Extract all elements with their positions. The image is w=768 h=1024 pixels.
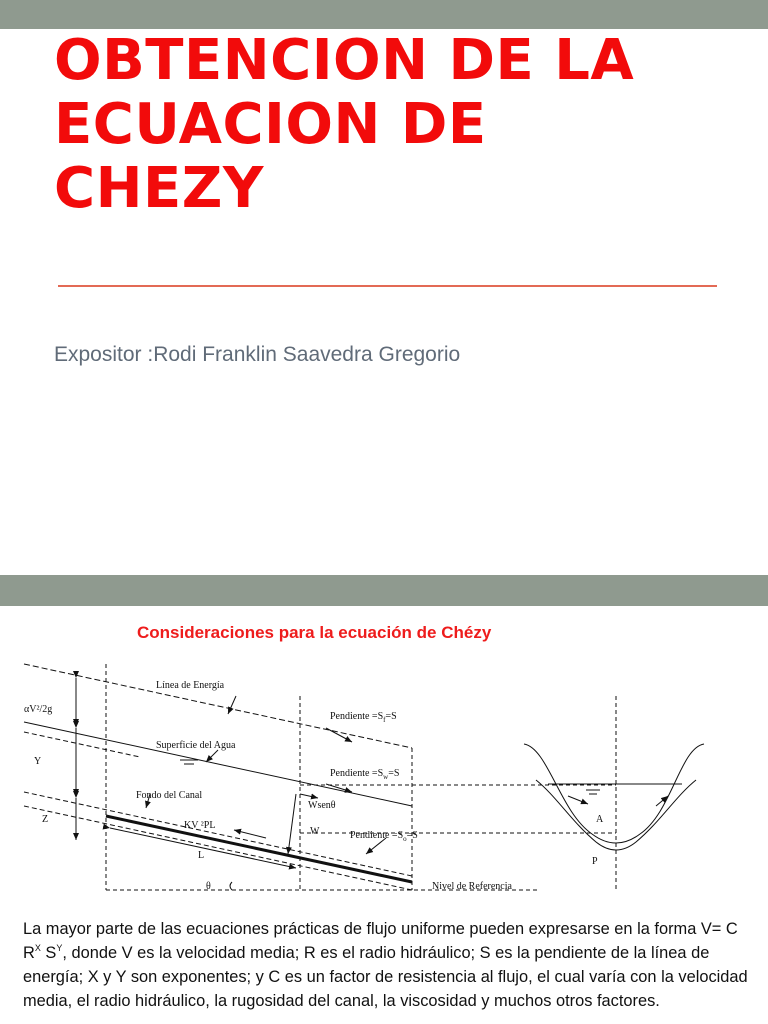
title-line-2: ECUACION DE (54, 92, 487, 157)
title-slide (0, 29, 768, 575)
channel-bottom-line (106, 816, 412, 882)
energy-line (24, 664, 412, 748)
water-surface-line (24, 722, 412, 806)
label-friction: KV ²PL (184, 820, 216, 831)
content-slide (0, 606, 768, 1024)
chezy-diagram (0, 656, 768, 906)
slide2-heading: Consideraciones para la ecuación de Chézy (137, 623, 492, 642)
label-y: Y (34, 756, 42, 767)
label-energy-line: Línea de Energía (156, 680, 225, 691)
title-line-3: CHEZY (54, 156, 264, 221)
label-slope-w: Pendiente $=S_w=S$ (330, 768, 400, 781)
slide-title (54, 29, 754, 221)
body-paragraph: La mayor parte de las ecuaciones prácticas de flujo uniforme pueden expresarse en la forma V= C $R^X$ $S^Y$, donde V es la velocidad media; R es el radio hidráulico; S es la pendiente de la línea de energía; X y Y son exponentes; y C es un factor de resistencia al flujo, el cual varía con la velocidad media, el radio hidráulico, la rugosidad del canal, la viscosidad y muchos otros factores. (23, 920, 748, 1010)
presenter-subtitle: Expositor :Rodi Franklin Saavedra Gregorio (54, 343, 461, 366)
label-water-surface: Superficie del Agua (156, 740, 236, 751)
label-reference-level: Nivel de Referencia (432, 881, 512, 892)
label-channel-bottom: Fondo del Canal (136, 790, 203, 801)
cross-section-outer (524, 744, 704, 843)
label-slope-f: Pendiente $=S_f=S$ (330, 711, 397, 724)
label-z: Z (42, 814, 49, 825)
top-band (0, 0, 768, 29)
label-wsen: Wsenθ (308, 800, 336, 811)
label-length: L (198, 850, 205, 861)
slide-separator-band (0, 575, 768, 606)
label-theta: θ (206, 881, 211, 892)
title-divider (58, 285, 717, 287)
label-perimeter: P (592, 856, 598, 867)
label-area: A (596, 814, 604, 825)
title-line-1: OBTENCION DE LA (54, 28, 635, 93)
label-alpha-v2-2g: αV²/2g (24, 704, 53, 715)
label-weight: W (310, 826, 320, 837)
label-slope-o: Pendiente $=S_o=S$ (350, 830, 418, 843)
